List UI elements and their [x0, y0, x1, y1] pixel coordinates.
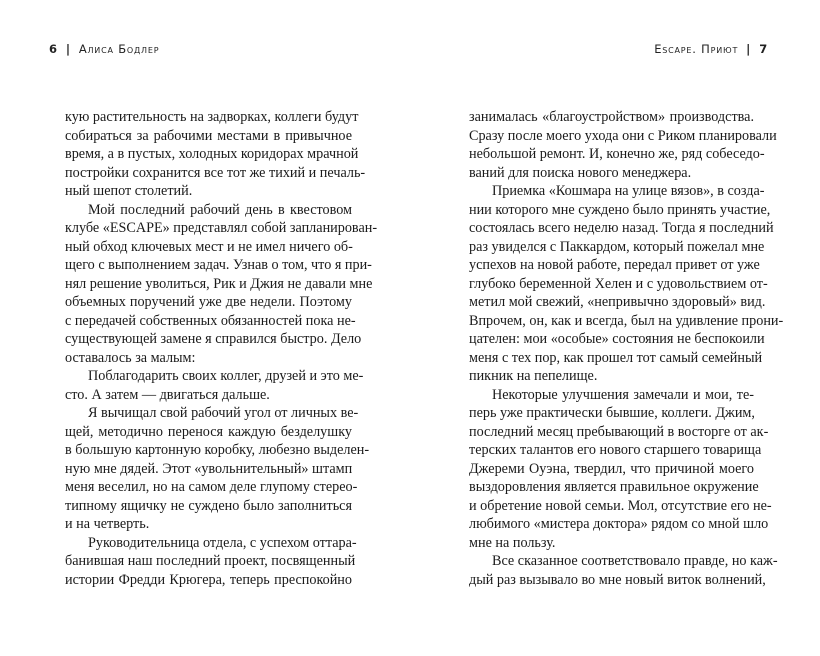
text-line: Впрочем, он, как и всегда, был на удивление прони- [469, 312, 784, 329]
text-line: ваний для поиска нового менеджера. [469, 164, 692, 181]
paragraph [65, 534, 357, 590]
text-line: объемных поручений уже две недели. Поэтому [65, 294, 352, 310]
text-line: ную мне дядей. Этот «увольнительный» штамп [65, 460, 353, 477]
paragraph [65, 404, 370, 534]
text-line: состоялась всего неделю назад. Тогда я последний [469, 220, 774, 236]
paragraph [65, 201, 378, 368]
text-line: Все сказанное соответствовало правде, но каж- [492, 553, 778, 569]
text-line: цателен: мои «особые» состояния не беспокоили [469, 331, 765, 347]
text-line: клубе «ESCAPE» представлял собой запланирован- [65, 220, 378, 236]
text-line: ный обход ключевых мест и не имел ничего об- [65, 238, 353, 255]
text-line: дый раз вызывало во мне новый виток волнений, [469, 571, 766, 588]
text-line: Джереми Оуэна, твердил, что причиной моего [469, 460, 754, 477]
text-line: нии которого мне суждено было принять участие, [469, 201, 771, 218]
text-line: нял решение уволиться, Рик и Джия не давали мне [65, 275, 373, 292]
text-line: успехов на новой работе, передал привет от уже [469, 257, 760, 273]
text-line: щего с выполнением задач. Узнав о том, что я при- [65, 257, 372, 273]
text-line: и обретение новой семьи. Мол, отсутствие его не- [469, 497, 772, 514]
text-line: и на четверть. [65, 516, 150, 532]
text-line: небольшой ремонт. И, конечно же, ряд собеседо- [469, 146, 765, 162]
text-line: пикник на пепелище. [469, 368, 598, 384]
text-line: Сразу после моего ухода они с Риком планировали [469, 127, 777, 144]
text-line: истории Фредди Крюгера, теперь преспокойно [65, 571, 352, 588]
header-separator: | [65, 42, 71, 56]
text-line: в большую картонную коробку, любезно выделен- [65, 442, 370, 458]
text-line: меня веселил, но на самом деле глупому стерео- [65, 479, 358, 495]
text-line: существующей замене я справился быстро. Дело [65, 331, 362, 347]
text-line: щей, методично перенося каждую безделушку [65, 423, 352, 440]
right-page-body [469, 108, 784, 589]
text-line: время, а в пустых, холодных коридорах мрачной [65, 146, 359, 162]
text-line: раз увиделся с Паккардом, который пожелал мне [469, 238, 765, 255]
text-line: перь уже практически бывшие, коллеги. Джим, [469, 405, 755, 421]
text-line: постройки сохранится все тот же тихий и печаль- [65, 164, 366, 181]
left-header-title: Алиса Бодлер [78, 42, 160, 56]
left-page-body [65, 108, 378, 589]
text-line: банившая наш последний проект, посвященный [65, 553, 356, 569]
text-line: мне на пользу. [469, 534, 556, 551]
right-running-header [654, 42, 768, 56]
text-line: Поблагодарить своих коллег, друзей и это ме- [88, 368, 364, 384]
text-line: терских талантов его нового старшего товарища [469, 442, 762, 458]
text-line: выздоровления является правильное окружение [469, 479, 759, 495]
right-header-title: Escape. Приют [654, 42, 739, 56]
paragraph [469, 182, 784, 386]
text-line: метил мой свежий, «непривычно здоровый» вид. [469, 294, 766, 310]
text-line: собираться за рабочими местами в привычное [65, 127, 352, 144]
left-page-number: 6 [49, 42, 58, 56]
text-line: Я вычищал свой рабочий угол от личных ве- [88, 405, 359, 421]
left-running-header [49, 42, 159, 56]
text-line: типному ящичку не суждено было заполниться [65, 497, 352, 514]
text-line: Некоторые улучшения замечали и мои, те- [492, 386, 754, 403]
paragraph [65, 367, 364, 404]
text-line: сто. А затем — двигаться дальше. [65, 386, 270, 403]
text-line: кую растительность на задворках, коллеги будут [65, 109, 359, 125]
text-line: глубоко беременной Хелен и с удовольствием от- [469, 275, 768, 292]
text-line: меня с тех пор, как прошел тот самый семейный [469, 349, 763, 366]
text-line: любимого «мистера доктора» рядом со мной шло [469, 516, 769, 532]
text-line: ный шепот столетий. [65, 183, 193, 199]
right-page-number: 7 [759, 42, 768, 56]
text-line: с передачей собственных обязанностей пока не- [65, 312, 356, 329]
text-line: последний месяц пребывающий в восторге от ак- [469, 423, 769, 440]
text-line: Приемка «Кошмара на улице вязов», в созда- [492, 183, 765, 199]
text-line: оставалось за малым: [65, 349, 196, 366]
text-line: занималась «благоустройством» производства. [469, 109, 754, 125]
paragraph [469, 552, 778, 589]
paragraph [469, 108, 777, 182]
text-line: Мой последний рабочий день в квестовом [88, 201, 352, 218]
text-line: Руководительница отдела, с успехом оттара- [88, 534, 357, 551]
paragraph [65, 108, 366, 201]
header-separator: | [746, 42, 752, 56]
paragraph [469, 386, 772, 553]
